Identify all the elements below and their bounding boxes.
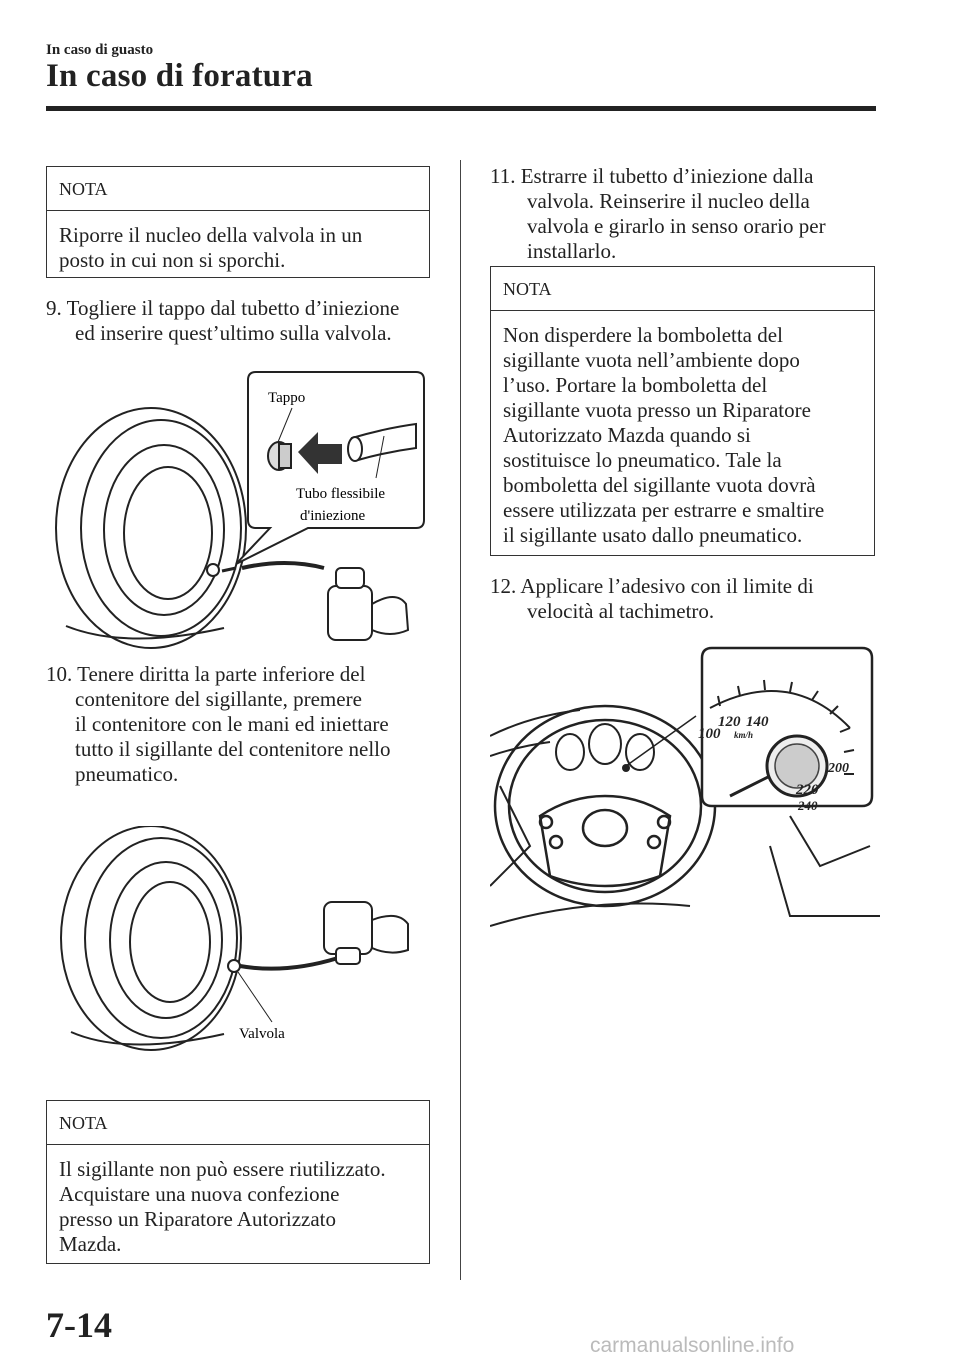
step-text: valvola e girarlo in senso orario per — [527, 214, 826, 238]
note-heading: NOTA — [47, 167, 429, 211]
sealant-bottle — [328, 568, 408, 640]
steering-wheel-illustration — [495, 706, 715, 906]
note-box-2 — [46, 1100, 430, 1264]
figure-tire-cap — [46, 368, 436, 658]
step-number: 10. — [46, 662, 73, 686]
note-line: sostituisce lo pneumatico. Tale la — [503, 448, 782, 472]
speed-label: 100 — [698, 726, 721, 742]
note-heading: NOTA — [47, 1101, 429, 1145]
step-text: velocità al tachimetro. — [527, 599, 715, 623]
label-hose-1: Tubo flessibile — [296, 486, 386, 502]
gauge-cluster — [556, 724, 654, 770]
note-line: Il sigillante non può essere riutilizzato. — [59, 1157, 386, 1181]
tire-illustration — [61, 826, 241, 1050]
step-text: Estrarre il tubetto d’iniezione dalla — [520, 164, 814, 188]
title-rule — [46, 106, 876, 111]
section-label: In caso di guasto — [46, 42, 154, 58]
note-body — [47, 211, 429, 285]
note-box-1 — [46, 166, 430, 278]
note-heading: NOTA — [491, 267, 874, 311]
label-valve: Valvola — [239, 1026, 285, 1042]
column-divider — [460, 160, 461, 1280]
speed-label: 220 — [796, 782, 819, 798]
step-12 — [490, 574, 880, 624]
note-line: sigillante vuota nell’ambiente dopo — [503, 348, 800, 372]
note-line: presso un Riparatore Autorizzato — [59, 1207, 336, 1231]
note-line: il sigillante usato dallo pneumatico. — [503, 523, 803, 547]
speed-label: 200 — [828, 761, 849, 776]
note-line: Riporre il nucleo della valvola in un — [59, 223, 363, 247]
figure-dashboard-speedometer — [490, 646, 880, 936]
note-body — [47, 1145, 429, 1269]
note-line: bomboletta del sigillante vuota dovrà — [503, 473, 816, 497]
step-text: pneumatico. — [75, 762, 179, 786]
note-line: essere utilizzata per estrarre e smaltire — [503, 498, 825, 522]
note-line: Non disperdere la bomboletta del — [503, 323, 783, 347]
step-text: valvola. Reinserire il nucleo della — [527, 189, 810, 213]
sealant-bottle — [324, 902, 408, 964]
note-line: sigillante vuota presso un Riparatore — [503, 398, 811, 422]
step-text: installarlo. — [527, 239, 617, 263]
note-box-3 — [490, 266, 875, 556]
step-10 — [46, 662, 446, 787]
note-line: Autorizzato Mazda quando si — [503, 423, 751, 447]
step-text: Togliere il tappo dal tubetto d’iniezione — [66, 296, 400, 320]
step-number: 9. — [46, 296, 62, 320]
note-line: l’uso. Portare la bomboletta del — [503, 373, 768, 397]
cap-icon — [268, 442, 291, 470]
page-title: In caso di foratura — [46, 58, 313, 94]
speed-unit: km/h — [734, 730, 754, 740]
note-line: Mazda. — [59, 1232, 122, 1256]
step-number: 12. — [490, 574, 517, 598]
step-text: Applicare l’adesivo con il limite di — [520, 574, 814, 598]
speed-label: 140 — [746, 714, 769, 730]
callout-bubble — [236, 372, 424, 564]
step-11 — [490, 164, 880, 264]
step-9 — [46, 296, 446, 346]
tire-illustration — [56, 408, 246, 648]
note-line: posto in cui non si sporchi. — [59, 248, 286, 272]
step-number: 11. — [490, 164, 516, 188]
step-text: Tenere diritta la parte inferiore del — [77, 662, 366, 686]
page-number: 7-14 — [46, 1305, 112, 1345]
speed-label: 120 — [718, 714, 741, 730]
step-text: il contenitore con le mani ed iniettare — [75, 712, 389, 736]
note-body — [491, 311, 874, 560]
watermark: carmanualsonline.info — [590, 1334, 795, 1357]
label-cap: Tappo — [268, 390, 306, 406]
label-hose-2: d'iniezione — [300, 508, 366, 524]
note-line: Acquistare una nuova confezione — [59, 1182, 340, 1206]
step-text: contenitore del sigillante, premere — [75, 687, 362, 711]
step-text: ed inserire quest’ultimo sulla valvola. — [75, 321, 392, 345]
speed-label: 240 — [798, 798, 818, 813]
step-text: tutto il sigillante del contenitore nello — [75, 737, 391, 761]
figure-tire-injection — [46, 826, 436, 1066]
